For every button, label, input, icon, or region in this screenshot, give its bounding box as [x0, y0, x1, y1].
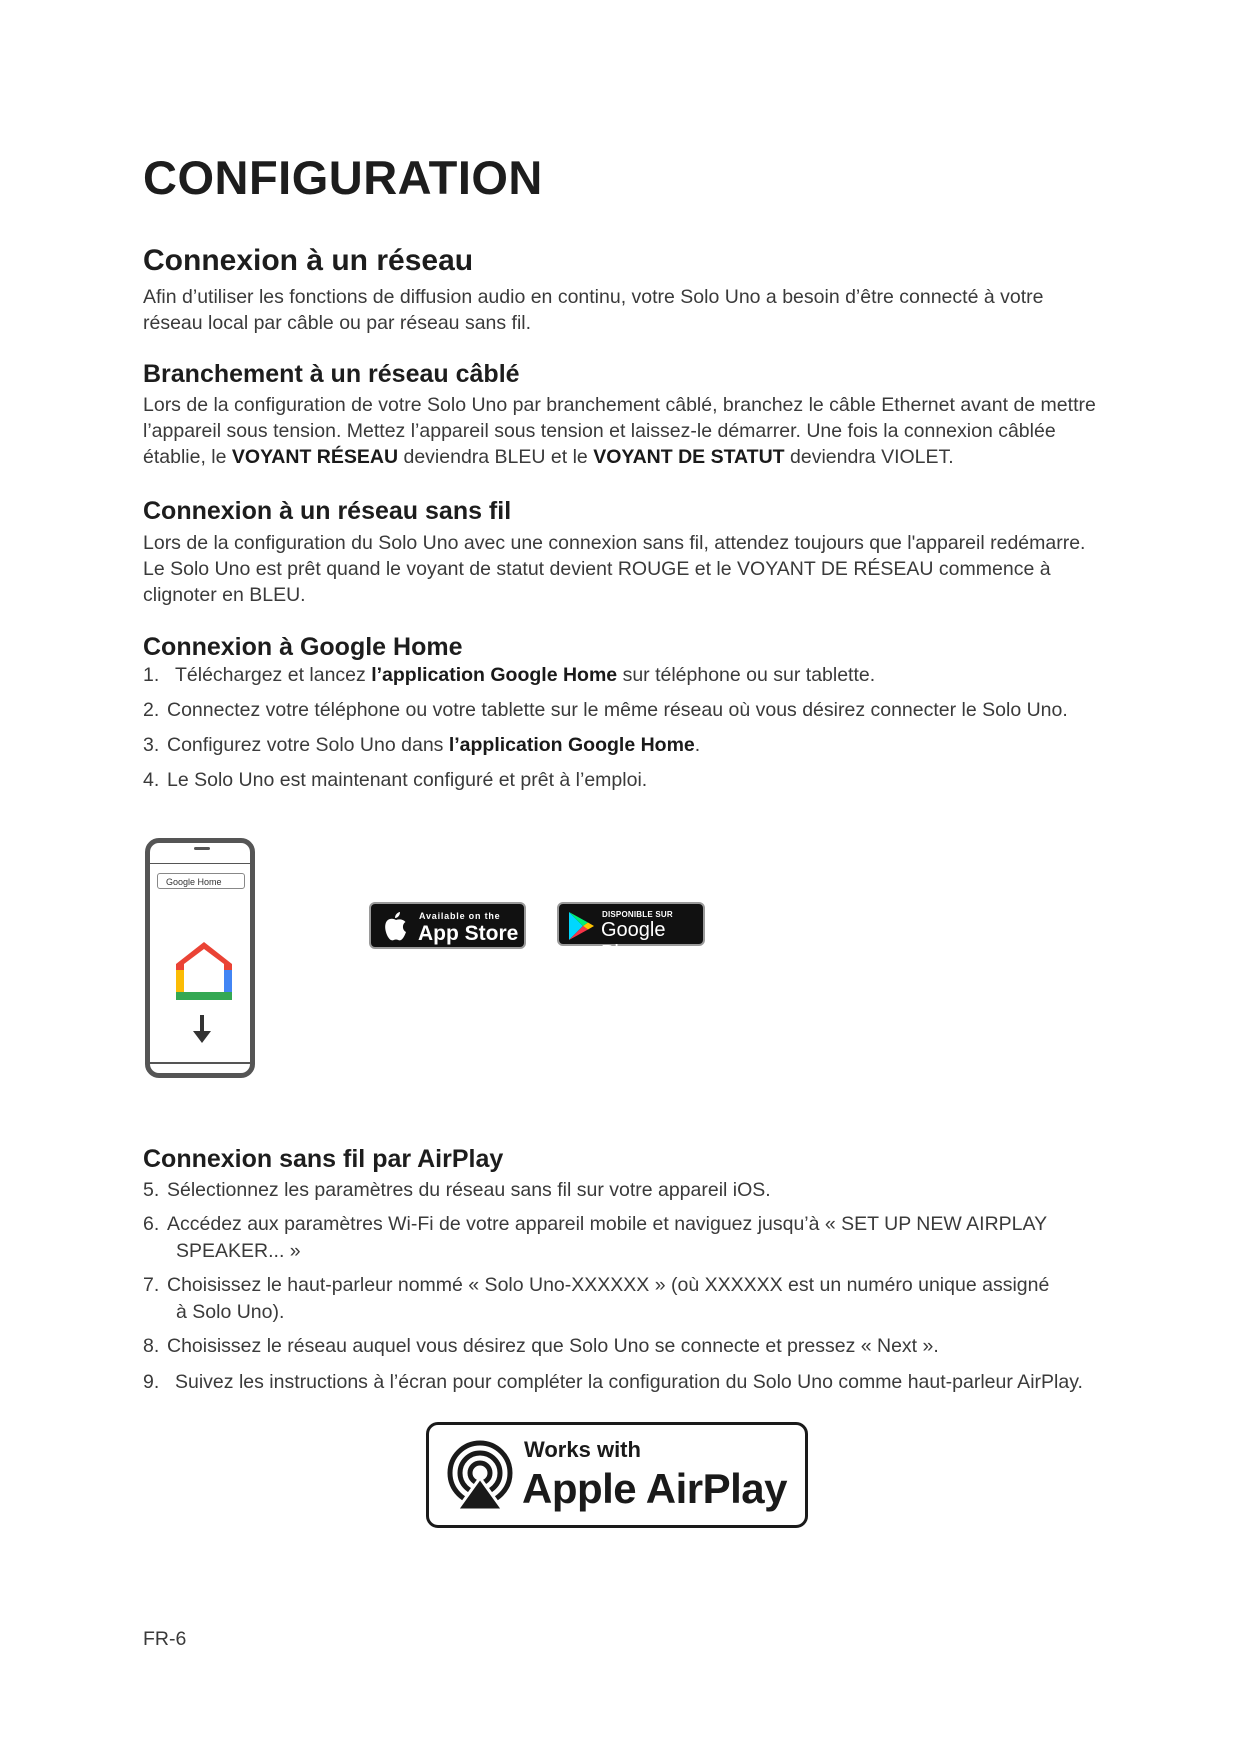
apple-logo-icon [384, 912, 408, 941]
wired-heading: Branchement à un réseau câblé [143, 360, 520, 388]
list-item [143, 697, 1103, 724]
list-item [143, 1211, 1103, 1265]
airplay-heading: Connexion sans fil par AirPlay [143, 1145, 504, 1173]
app-store-badge[interactable] [369, 902, 526, 949]
network-led-label: VOYANT RÉSEAU [231, 446, 399, 468]
phone-illustration [145, 838, 255, 1078]
step-text: Téléchargez et lancez [175, 664, 372, 686]
step-number: 2. [143, 699, 160, 721]
airplay-audio-icon [445, 1438, 515, 1514]
app-store-big-text: App Store [418, 922, 519, 945]
google-play-big-text: Google Play [601, 919, 666, 964]
phone-speaker [194, 847, 210, 850]
step-text: sur téléphone ou sur tablette. [617, 664, 876, 686]
phone-divider [145, 863, 255, 864]
works-with-airplay-badge [426, 1422, 808, 1528]
wired-text-2: deviendra BLEU et le [398, 446, 594, 468]
step-number: 8. [143, 1335, 160, 1357]
google-play-icon [567, 911, 595, 941]
google-play-badge[interactable] [557, 902, 705, 964]
list-item [143, 662, 1103, 689]
step-number: 7. [143, 1274, 160, 1296]
step-bold: l’application Google Home [448, 734, 695, 756]
step-bold: l’application Google Home [371, 664, 618, 686]
list-item [143, 767, 1103, 794]
google-home-heading: Connexion à Google Home [143, 633, 463, 661]
page-number: FR-6 [143, 1628, 187, 1650]
phone-divider [145, 1062, 255, 1064]
download-arrow-icon [191, 1015, 213, 1045]
step-text: Le Solo Uno est maintenant configuré et prêt à l’emploi. [167, 769, 648, 791]
list-item [143, 1272, 1103, 1326]
step-text-continued: SPEAKER... » [176, 1240, 301, 1262]
status-led-label: VOYANT DE STATUT [593, 446, 785, 468]
wired-text-1: Lors de la configuration de votre Solo Uno par branchement câblé, branchez le câble Ethernet avant de mettre l’appareil sous tension. Mettez l’appareil sous tension et laissez-le démarrer. Une fois la connexion câblée établie, le [143, 394, 1096, 468]
wired-text-3: deviendra VIOLET. [784, 446, 954, 468]
step-number: 1. [143, 664, 160, 686]
wireless-text: Lors de la configuration du Solo Uno avec une connexion sans fil, attendez toujours que l'appareil redémarre. Le Solo Uno est prêt quand le voyant de statut devient ROUGE et le VOYANT DE RÉSEAU commence à clignoter en BLEU. [143, 532, 1086, 606]
network-intro: Afin d’utiliser les fonctions de diffusion audio en continu, votre Solo Uno a besoin d’être connecté à votre réseau local par câble ou par réseau sans fil. [143, 286, 1044, 334]
google-home-icon [174, 940, 234, 1002]
step-text-continued: à Solo Uno). [176, 1301, 285, 1323]
step-number: 9. [143, 1371, 160, 1393]
step-number: 6. [143, 1213, 160, 1235]
step-number: 4. [143, 769, 160, 791]
step-number: 3. [143, 734, 160, 756]
list-item [143, 1369, 1103, 1396]
step-text: Connectez votre téléphone ou votre tablette sur le même réseau où vous désirez connecter le Solo Uno. [167, 699, 1068, 721]
airplay-badge-small-text: Works with [524, 1437, 641, 1462]
step-text: Accédez aux paramètres Wi-Fi de votre appareil mobile et naviguez jusqu’à « SET UP NEW AIRPLAY [167, 1213, 1048, 1235]
airplay-badge-brand-text: Apple AirPlay [522, 1465, 788, 1512]
step-text: . [694, 734, 701, 756]
step-text: Suivez les instructions à l’écran pour compléter la configuration du Solo Uno comme haut-parleur AirPlay. [175, 1371, 1083, 1393]
step-number: 5. [143, 1179, 160, 1201]
phone-app-label: Google Home [157, 873, 245, 889]
app-store-small-text: Available on the [419, 911, 501, 921]
step-text: Choisissez le haut-parleur nommé « Solo Uno-XXXXXX » (où XXXXXX est un numéro unique assigné [167, 1274, 1050, 1296]
wired-text [143, 392, 1103, 470]
google-play-small-text: DISPONIBLE SUR [602, 910, 673, 919]
wireless-heading: Connexion à un réseau sans fil [143, 497, 512, 525]
step-text: Choisissez le réseau auquel vous désirez que Solo Uno se connecte et pressez « Next ». [167, 1335, 939, 1357]
list-item [143, 1333, 1103, 1360]
list-item [143, 732, 1103, 759]
list-item [143, 1177, 1103, 1204]
step-text: Configurez votre Solo Uno dans [167, 734, 449, 756]
page-title: CONFIGURATION [143, 151, 543, 204]
network-heading: Connexion à un réseau [143, 244, 474, 277]
step-text: Sélectionnez les paramètres du réseau sans fil sur votre appareil iOS. [167, 1179, 771, 1201]
